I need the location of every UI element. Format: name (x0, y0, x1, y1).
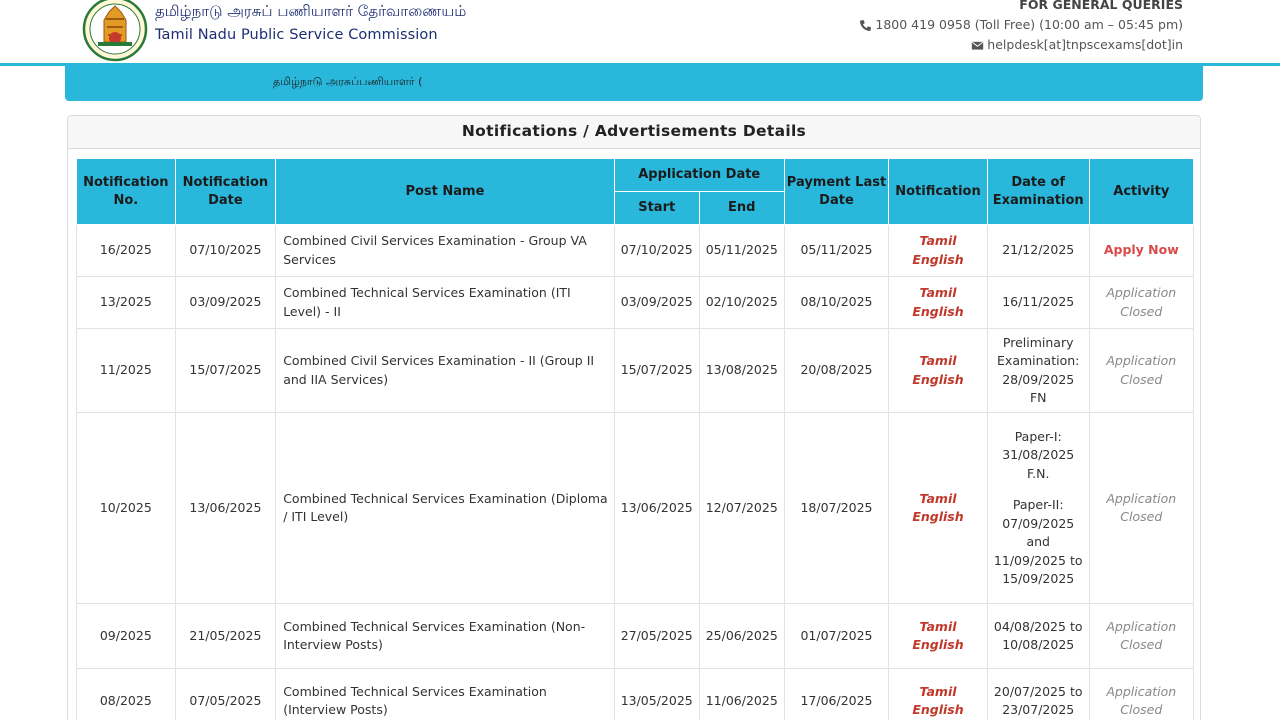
col-notification-no: Notification No. (77, 159, 176, 225)
cell-end: 05/11/2025 (699, 225, 784, 277)
cell-activity (1089, 413, 1193, 604)
english-notification-link[interactable]: English (912, 251, 964, 267)
tamil-notification-link[interactable]: Tamil (919, 353, 957, 368)
apply-now-link[interactable]: Apply Now (1103, 242, 1179, 258)
cell-end: 13/08/2025 (699, 329, 784, 413)
cell-notification (889, 413, 988, 604)
table-row (77, 413, 1194, 604)
cell-end: 11/06/2025 (699, 669, 784, 720)
col-post-name: Post Name (276, 159, 615, 225)
col-payment-last-date: Payment Last Date (784, 159, 888, 225)
col-activity: Activity (1089, 159, 1193, 225)
table-body (77, 225, 1194, 720)
cell-notification-date: 03/09/2025 (175, 277, 276, 329)
site-title-tamil: தமிழ்நாடு அரசுப் பணியாளர் தேர்வாணையம் (155, 2, 467, 20)
application-closed-status: Application Closed (1106, 353, 1177, 387)
tnpsc-emblem-icon[interactable] (82, 0, 148, 62)
cell-end: 02/10/2025 (699, 277, 784, 329)
cell-exam-date (987, 225, 1089, 277)
col-date-of-examination: Date of Examination (987, 159, 1089, 225)
application-closed-status: Application Closed (1106, 683, 1177, 717)
contact-email-line (859, 35, 1183, 55)
cell-exam-date (987, 277, 1089, 329)
english-notification-link[interactable]: English (912, 702, 964, 717)
cell-end: 25/06/2025 (699, 604, 784, 669)
cell-notification-no: 16/2025 (77, 225, 176, 277)
cell-payment-last-date: 20/08/2025 (784, 329, 888, 413)
contact-phone-line (859, 15, 1183, 35)
cell-notification-date: 15/07/2025 (175, 329, 276, 413)
cell-start: 07/10/2025 (614, 225, 699, 277)
contact-email[interactable]: helpdesk[at]tnpscexams[dot]in (987, 37, 1183, 52)
cell-start: 13/05/2025 (614, 669, 699, 720)
cell-notification (889, 277, 988, 329)
table-header (77, 159, 1194, 225)
contact-phone[interactable]: 1800 419 0958 (Toll Free) (10:00 am – 05:45 pm) (875, 17, 1183, 32)
table-row (77, 329, 1194, 413)
site-title-english: Tamil Nadu Public Service Commission (155, 27, 438, 43)
table-row (77, 225, 1194, 277)
col-end: End (699, 192, 784, 225)
cell-activity (1089, 225, 1193, 277)
cell-notification (889, 604, 988, 669)
english-notification-link[interactable]: English (912, 371, 964, 387)
english-notification-link[interactable]: English (912, 637, 964, 652)
site-header (0, 0, 1280, 64)
cell-notification-date: 21/05/2025 (175, 604, 276, 669)
phone-icon (859, 19, 872, 32)
notifications-table (76, 158, 1194, 720)
col-application-date: Application Date (614, 159, 784, 192)
exam-date-text: 21/12/2025 (1002, 242, 1075, 258)
table-row (77, 669, 1194, 720)
english-notification-link[interactable]: English (912, 509, 964, 524)
cell-start: 27/05/2025 (614, 604, 699, 669)
cell-exam-date (987, 413, 1089, 604)
english-notification-link[interactable]: English (912, 303, 964, 319)
cell-notification-date: 13/06/2025 (175, 413, 276, 604)
exam-date-text: 20/07/2025 to 23/07/2025 (993, 683, 1083, 717)
tamil-notification-link[interactable]: Tamil (919, 233, 957, 248)
cell-payment-last-date: 01/07/2025 (784, 604, 888, 669)
marquee-text[interactable]: தமிழ்நாடு அரசுப்பணியாளர் ( (273, 75, 423, 88)
tamil-notification-link[interactable]: Tamil (919, 683, 957, 699)
table-row (77, 277, 1194, 329)
exam-date-text: 16/11/2025 (1002, 294, 1075, 310)
cell-notification-no: 11/2025 (77, 329, 176, 413)
cell-activity (1089, 669, 1193, 720)
cell-payment-last-date: 08/10/2025 (784, 277, 888, 329)
exam-date-text: Preliminary Examination: 28/09/2025 FN (997, 334, 1080, 405)
cell-notification-no: 10/2025 (77, 413, 176, 604)
cell-exam-date (987, 329, 1089, 413)
panel-title: Notifications / Advertisements Details (68, 116, 1200, 149)
cell-payment-last-date: 05/11/2025 (784, 225, 888, 277)
exam-date-text: Paper-I: 31/08/2025 F.N. (1002, 428, 1075, 481)
cell-notification (889, 225, 988, 277)
table-row (77, 604, 1194, 669)
tamil-notification-link[interactable]: Tamil (919, 618, 957, 634)
news-marquee-banner (65, 66, 1203, 101)
contact-info (859, 0, 1183, 55)
col-notification: Notification (889, 159, 988, 225)
application-closed-status: Application Closed (1106, 490, 1177, 524)
tamil-notification-link[interactable]: Tamil (919, 490, 957, 506)
cell-start: 03/09/2025 (614, 277, 699, 329)
cell-post-name: Combined Technical Services Examination (Non-Interview Posts) (276, 604, 615, 669)
exam-date-text: Paper-II: 07/09/2025 and 11/09/2025 to 15/09/2025 (993, 497, 1083, 586)
cell-start: 15/07/2025 (614, 329, 699, 413)
exam-date-text: 04/08/2025 to 10/08/2025 (993, 618, 1083, 652)
cell-post-name: Combined Technical Services Examination (ITI Level) - II (276, 277, 615, 329)
cell-post-name: Combined Technical Services Examination (Diploma / ITI Level) (276, 413, 615, 604)
cell-notification-no: 09/2025 (77, 604, 176, 669)
cell-payment-last-date: 18/07/2025 (784, 413, 888, 604)
tamil-notification-link[interactable]: Tamil (919, 285, 957, 300)
cell-notification-date: 07/10/2025 (175, 225, 276, 277)
col-notification-date: Notification Date (175, 159, 276, 225)
cell-post-name: Combined Civil Services Examination - II (Group II and IIA Services) (276, 329, 615, 413)
cell-payment-last-date: 17/06/2025 (784, 669, 888, 720)
cell-notification-no: 13/2025 (77, 277, 176, 329)
notifications-panel (67, 115, 1201, 720)
cell-notification (889, 669, 988, 720)
envelope-icon (971, 39, 984, 52)
cell-post-name: Combined Civil Services Examination - Group VA Services (276, 225, 615, 277)
cell-start: 13/06/2025 (614, 413, 699, 604)
cell-activity (1089, 329, 1193, 413)
application-closed-status: Application Closed (1106, 285, 1177, 319)
cell-activity (1089, 604, 1193, 669)
cell-exam-date (987, 604, 1089, 669)
cell-notification (889, 329, 988, 413)
application-closed-status: Application Closed (1106, 618, 1177, 652)
cell-post-name: Combined Technical Services Examination (Interview Posts) (276, 669, 615, 720)
cell-notification-date: 07/05/2025 (175, 669, 276, 720)
col-start: Start (614, 192, 699, 225)
cell-exam-date (987, 669, 1089, 720)
cell-activity (1089, 277, 1193, 329)
contact-heading: FOR GENERAL QUERIES (1019, 0, 1183, 12)
cell-notification-no: 08/2025 (77, 669, 176, 720)
cell-end: 12/07/2025 (699, 413, 784, 604)
